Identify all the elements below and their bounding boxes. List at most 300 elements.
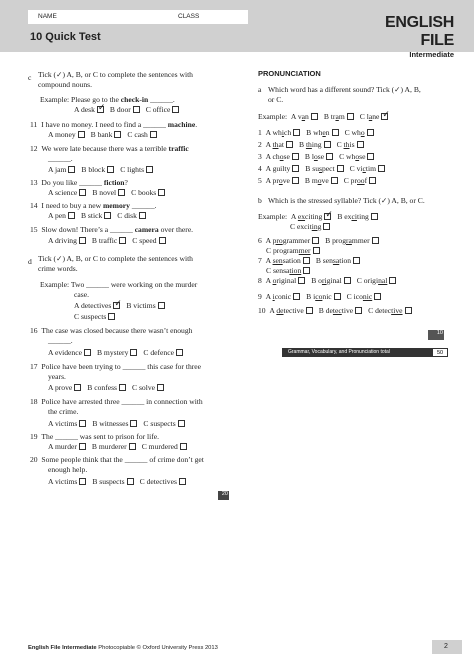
opt-post: m (338, 112, 345, 121)
pronunciation-score-box: 10 (428, 330, 444, 340)
checkbox[interactable] (347, 113, 354, 120)
checkbox[interactable] (312, 237, 319, 244)
question-13-options (48, 188, 171, 197)
opt-pre: B i (306, 292, 316, 301)
section-c-instruction-1: Tick (✓) A, B, or C to complete the sentences with (38, 70, 193, 79)
checkbox[interactable] (353, 257, 360, 264)
checkbox[interactable] (130, 349, 137, 356)
checkbox[interactable] (176, 349, 183, 356)
opt-pre: A (290, 212, 298, 221)
opt-post: sation (282, 256, 301, 265)
option-label: C solve (132, 383, 156, 392)
checkbox[interactable] (293, 129, 300, 136)
opt-post: tective (283, 306, 304, 315)
opt-underlined: co (315, 292, 323, 301)
opt-underlined: gra (342, 236, 352, 245)
checkbox[interactable] (337, 165, 344, 172)
opt-pre: B su (305, 164, 320, 173)
checkbox[interactable] (357, 141, 364, 148)
checkbox[interactable] (344, 277, 351, 284)
pron-b-item (258, 256, 366, 265)
question-number: 17 (30, 362, 38, 371)
pron-b-item (258, 236, 385, 245)
section-d-example-option-c (74, 312, 121, 321)
checkbox[interactable] (332, 129, 339, 136)
option-label: B novel (92, 188, 117, 197)
question-number: 5 (258, 176, 262, 185)
checkbox[interactable] (79, 478, 86, 485)
opt-pre: B m (304, 176, 318, 185)
opt-underlined: i (272, 292, 275, 301)
opt-underlined: a (368, 112, 373, 121)
question-17-line2: years. (48, 372, 66, 381)
checkbox[interactable] (286, 141, 293, 148)
checkbox[interactable] (79, 420, 86, 427)
opt-post: nic (322, 292, 332, 301)
opt-pre: B ex (337, 212, 352, 221)
option-label: C speed (132, 236, 157, 245)
checkbox[interactable] (158, 302, 165, 309)
opt-pre: A (265, 164, 273, 173)
question-number: 8 (258, 276, 262, 285)
opt-pre: A (265, 236, 273, 245)
question-12-options (48, 165, 159, 174)
question-number: 11 (30, 120, 38, 129)
option-label: A science (48, 188, 78, 197)
checkbox[interactable] (306, 307, 313, 314)
question-17-options (48, 383, 170, 392)
opt-post: citing (305, 212, 323, 221)
option-label: B bank (90, 130, 113, 139)
opt-post: ginal (326, 276, 342, 285)
opt-underlined: o (313, 152, 318, 161)
bold-word: machine (167, 120, 196, 129)
pron-b-item-option-c (266, 266, 316, 275)
question-number: 1 (258, 128, 262, 137)
option-label: C books (131, 188, 157, 197)
option-label: A detectives (74, 301, 112, 310)
opt-post: grammer (282, 236, 311, 245)
option-label: B block (81, 165, 106, 174)
opt-underlined: a (335, 112, 339, 121)
option-label: C murdered (141, 442, 178, 451)
checkbox[interactable] (78, 131, 85, 138)
option-label: B door (109, 105, 131, 114)
checkbox[interactable] (119, 237, 126, 244)
opt-underlined: o (279, 152, 284, 161)
opt-pre: A (265, 140, 273, 149)
opt-pre: C detec (368, 306, 392, 315)
checkbox[interactable] (298, 277, 305, 284)
checkbox[interactable] (79, 443, 86, 450)
opt-underlined: th (343, 140, 350, 149)
checkbox[interactable] (326, 153, 333, 160)
checkbox[interactable] (119, 384, 126, 391)
opt-post: f (364, 176, 368, 185)
section-c-instruction-2: compound nouns. (38, 80, 92, 89)
opt-underlined: nal (378, 276, 388, 285)
opt-pre: A (265, 292, 273, 301)
opt-pre: B o (311, 276, 322, 285)
option-label: C suspects (74, 312, 107, 321)
checkbox[interactable] (303, 257, 310, 264)
bold-word: traffic (168, 144, 189, 153)
question-number: 6 (258, 236, 262, 245)
question-12-line2: ______. (48, 154, 73, 163)
opt-post: n (305, 112, 309, 121)
question-number: 12 (30, 144, 38, 153)
checkbox[interactable] (381, 113, 388, 120)
checkbox[interactable] (180, 443, 187, 450)
opt-post: ch (283, 128, 292, 137)
checkbox[interactable] (157, 384, 164, 391)
question-number: 14 (30, 201, 38, 210)
opt-pre: C vi (349, 164, 363, 173)
checkbox[interactable] (139, 212, 146, 219)
option-label: B murderer (91, 442, 127, 451)
pron-b-letter: b (258, 196, 262, 205)
opt-post: pect (321, 164, 335, 173)
pronunciation-title: PRONUNCIATION (258, 69, 321, 78)
opt-pre: C program (266, 246, 299, 255)
example-label: Example: (258, 212, 288, 221)
checkbox[interactable] (104, 212, 111, 219)
opt-underlined: ing (311, 222, 322, 231)
checkbox[interactable] (369, 177, 376, 184)
opt-underlined: th (305, 140, 312, 149)
checkbox[interactable] (107, 166, 114, 173)
footer-text: Photocopiable © Oxford University Press 2013 (96, 645, 218, 651)
checkbox[interactable] (378, 165, 385, 172)
checkbox[interactable] (68, 212, 75, 219)
question-16-line2: ______. (48, 336, 73, 345)
opt-post: n (325, 128, 330, 137)
option-label: A evidence (48, 348, 82, 357)
opt-pre: B tr (323, 112, 336, 121)
opt-underlined: oo (357, 176, 365, 185)
opt-post: at (278, 140, 284, 149)
pron-a-instruction-2: or C. (268, 95, 284, 104)
opt-post: tive (341, 306, 354, 315)
checkbox[interactable] (158, 189, 165, 196)
checkbox[interactable] (129, 443, 136, 450)
opt-pre: A wh (265, 128, 282, 137)
option-label: C detectives (139, 477, 177, 486)
option-label: A victims (48, 419, 78, 428)
option-label: B mystery (96, 348, 129, 357)
question-number: 3 (258, 152, 262, 161)
opt-post: tim (365, 164, 377, 173)
opt-post: tion (339, 256, 352, 265)
question-13 (30, 178, 128, 187)
opt-pre: C (336, 140, 344, 149)
pron-a-item (258, 152, 380, 161)
opt-pre: B de (318, 306, 333, 315)
opt-post: se (283, 152, 290, 161)
option-label: C office (145, 105, 171, 114)
option-label: A jam (48, 165, 67, 174)
opt-underlined: de (276, 306, 284, 315)
opt-pre: A (269, 306, 277, 315)
pron-b-instruction: Which is the stressed syllable? Tick (✓) A, B, or C. (268, 196, 425, 205)
question-number: 19 (30, 432, 38, 441)
example-bold-word: check-in (120, 95, 149, 104)
footer-brand: English File Intermediate (28, 645, 97, 651)
bold-word: camera (134, 225, 159, 234)
total-score: 50 (432, 348, 448, 357)
question-text: I need to buy a new (41, 201, 103, 210)
opt-pre: B pro (325, 236, 343, 245)
opt-post: ve (321, 176, 329, 185)
pron-a-item (258, 128, 380, 137)
opt-underlined: tion (289, 266, 302, 275)
question-text: I have no money. I need to find a ______ (41, 120, 168, 129)
question-number: 9 (258, 292, 262, 301)
checkbox[interactable] (405, 307, 412, 314)
opt-pre: C pr (343, 176, 357, 185)
option-label: A murder (48, 442, 77, 451)
question-number: 20 (30, 455, 38, 464)
checkbox[interactable] (178, 420, 185, 427)
bold-word: fiction (103, 178, 125, 187)
question-15 (30, 225, 193, 234)
opt-post: ve (282, 176, 290, 185)
option-label: B suspects (92, 477, 125, 486)
question-text: Do you like ______ (41, 178, 104, 187)
pron-b-example (258, 212, 384, 221)
opt-pre: A v (290, 112, 302, 121)
checkbox[interactable] (292, 153, 299, 160)
question-text: Some people think that the ______ of crime don’t get (41, 455, 204, 464)
question-12 (30, 144, 189, 153)
opt-underlined: sa (332, 256, 340, 265)
option-label: B traffic (91, 236, 118, 245)
total-bar: Grammar, Vocabulary, and Pronunciation total (282, 348, 448, 357)
checkbox[interactable] (355, 307, 362, 314)
opt-post: ing (311, 140, 322, 149)
opt-underlined: mer (298, 246, 311, 255)
option-label: A prove (48, 383, 73, 392)
opt-underlined: s (319, 164, 322, 173)
opt-post: se (317, 152, 325, 161)
question-number: 18 (30, 397, 38, 406)
opt-post: mmer (351, 236, 370, 245)
opt-pre: A (265, 276, 273, 285)
checkbox[interactable] (84, 349, 91, 356)
page-number: 2 (444, 643, 448, 650)
opt-pre: B sen (315, 256, 333, 265)
checkbox[interactable] (292, 165, 299, 172)
opt-underlined: g (272, 164, 277, 173)
footer-copyright (28, 645, 218, 652)
opt-pre: A pr (265, 176, 279, 185)
opt-underlined: nic (362, 292, 373, 301)
option-label: B stick (80, 211, 103, 220)
checkbox[interactable] (389, 277, 396, 284)
question-18 (30, 397, 203, 406)
checkbox[interactable] (324, 213, 331, 220)
option-label: A victims (48, 477, 78, 486)
class-label: CLASS (178, 13, 200, 20)
checkbox[interactable] (159, 237, 166, 244)
checkbox[interactable] (130, 420, 137, 427)
question-text-end: ______. (129, 201, 157, 210)
checkbox[interactable] (292, 177, 299, 184)
checkbox[interactable] (127, 478, 134, 485)
opt-pre: A ch (265, 152, 280, 161)
opt-pre: A (265, 256, 273, 265)
test-title: 10 Quick Test (30, 31, 101, 43)
pron-b-item-option-c (266, 246, 326, 255)
question-text: Police have arrested three ______ in connection with (41, 397, 203, 406)
checkbox[interactable] (118, 189, 125, 196)
bold-word: memory (102, 201, 130, 210)
pron-b-example-c (290, 222, 336, 231)
pron-b-item (258, 276, 402, 285)
section-d-instruction-2: crime words. (38, 264, 78, 273)
pron-b-item (258, 306, 418, 315)
option-label: A money (48, 130, 76, 139)
opt-pre: C l (359, 112, 369, 121)
option-label: C suspects (143, 419, 176, 428)
example-blank: ______. (148, 95, 175, 104)
opt-underlined: o (272, 276, 277, 285)
checkbox[interactable] (372, 237, 379, 244)
opt-underlined: tive (391, 306, 403, 315)
opt-post: is (349, 140, 355, 149)
checkbox[interactable] (374, 293, 381, 300)
question-text-end: over there. (158, 225, 194, 234)
question-16 (30, 326, 192, 335)
question-11-options (48, 130, 163, 139)
question-19-options (48, 442, 193, 451)
checkbox[interactable] (334, 293, 341, 300)
question-number: 4 (258, 164, 262, 173)
checkbox[interactable] (331, 177, 338, 184)
question-18-line2: the crime. (48, 407, 79, 416)
opt-underlined: o (355, 152, 360, 161)
checkbox[interactable] (172, 106, 179, 113)
question-text: Slow down! There’s a ______ (41, 225, 135, 234)
checkbox[interactable] (179, 478, 186, 485)
opt-post: se (359, 152, 366, 161)
opt-post: riginal (276, 276, 297, 285)
option-label: B victims (126, 301, 156, 310)
checkbox[interactable] (367, 129, 374, 136)
opt-underlined: o (278, 176, 283, 185)
question-number: 16 (30, 326, 38, 335)
opt-underlined: sen (272, 256, 283, 265)
question-number: 7 (258, 256, 262, 265)
checkbox[interactable] (324, 141, 331, 148)
question-text-end: ? (124, 178, 128, 187)
question-14-options (48, 211, 152, 220)
checkbox[interactable] (371, 213, 378, 220)
checkbox[interactable] (79, 237, 86, 244)
checkbox[interactable] (97, 106, 104, 113)
question-19 (30, 432, 159, 441)
opt-pre: C ico (346, 292, 363, 301)
opt-pre: C origi (356, 276, 379, 285)
question-text: We were late because there was a terrible (41, 144, 169, 153)
section-c-letter: c (28, 73, 32, 82)
question-11 (30, 120, 197, 129)
opt-pre: C sensa (266, 266, 290, 275)
opt-underlined: tec (332, 306, 342, 315)
question-17 (30, 362, 201, 371)
question-number: 13 (30, 178, 38, 187)
example-label: Example: (258, 112, 288, 121)
name-label: NAME (38, 13, 57, 20)
option-label: B confess (87, 383, 118, 392)
opt-pre: C excit (290, 222, 312, 231)
logo-subtitle: Intermediate (409, 50, 454, 59)
checkbox[interactable] (108, 313, 115, 320)
checkbox[interactable] (113, 302, 120, 309)
question-number: 15 (30, 225, 38, 234)
opt-underlined: i (281, 128, 284, 137)
opt-pre: C wh (344, 128, 361, 137)
name-class-strip (28, 10, 248, 24)
option-label: C disk (117, 211, 137, 220)
checkbox[interactable] (313, 247, 320, 254)
opt-pre: B (298, 140, 306, 149)
pron-a-item (258, 164, 391, 173)
checkbox[interactable] (150, 131, 157, 138)
checkbox[interactable] (68, 166, 75, 173)
option-label: C cash (127, 130, 148, 139)
checkbox[interactable] (114, 131, 121, 138)
question-20-options (48, 477, 192, 486)
opt-underlined: a (301, 112, 306, 121)
option-label: A driving (48, 236, 77, 245)
pron-a-instruction-1: Which word has a different sound? Tick (✓) A, B, (268, 85, 421, 94)
opt-underlined: o (317, 176, 322, 185)
opt-underlined: c (362, 164, 366, 173)
checkbox[interactable] (367, 153, 374, 160)
section-d-example-options-ab (74, 301, 171, 310)
option-label: C defence (143, 348, 174, 357)
checkbox[interactable] (311, 113, 318, 120)
checkbox[interactable] (79, 189, 86, 196)
question-18-options (48, 419, 191, 428)
question-16-options (48, 348, 189, 357)
question-text: The case was closed because there wasn’t enough (41, 326, 193, 335)
option-label: A pen (48, 211, 66, 220)
checkbox[interactable] (74, 384, 81, 391)
checkbox[interactable] (303, 267, 310, 274)
checkbox[interactable] (293, 293, 300, 300)
option-label: A desk (74, 105, 95, 114)
option-label: C lights (120, 165, 145, 174)
question-text: The ______ was sent to prison for life. (41, 432, 160, 441)
question-20-line2: enough help. (48, 465, 88, 474)
opt-underlined: e (322, 128, 326, 137)
checkbox[interactable] (133, 106, 140, 113)
checkbox[interactable] (323, 223, 330, 230)
opt-underlined: ex (297, 212, 306, 221)
section-c-example-options (74, 105, 185, 114)
question-20 (30, 455, 204, 464)
opt-post: uilty (276, 164, 291, 173)
section-d-example-line1: Example: Two ______ were working on the murder (40, 280, 198, 289)
opt-underlined: pro (272, 236, 283, 245)
section-d-example-line2: case. (74, 290, 89, 299)
opt-pre: C wh (339, 152, 356, 161)
checkbox[interactable] (146, 166, 153, 173)
question-text: Police have been trying to ______ this case for three (41, 362, 202, 371)
opt-underlined: ci (351, 212, 357, 221)
